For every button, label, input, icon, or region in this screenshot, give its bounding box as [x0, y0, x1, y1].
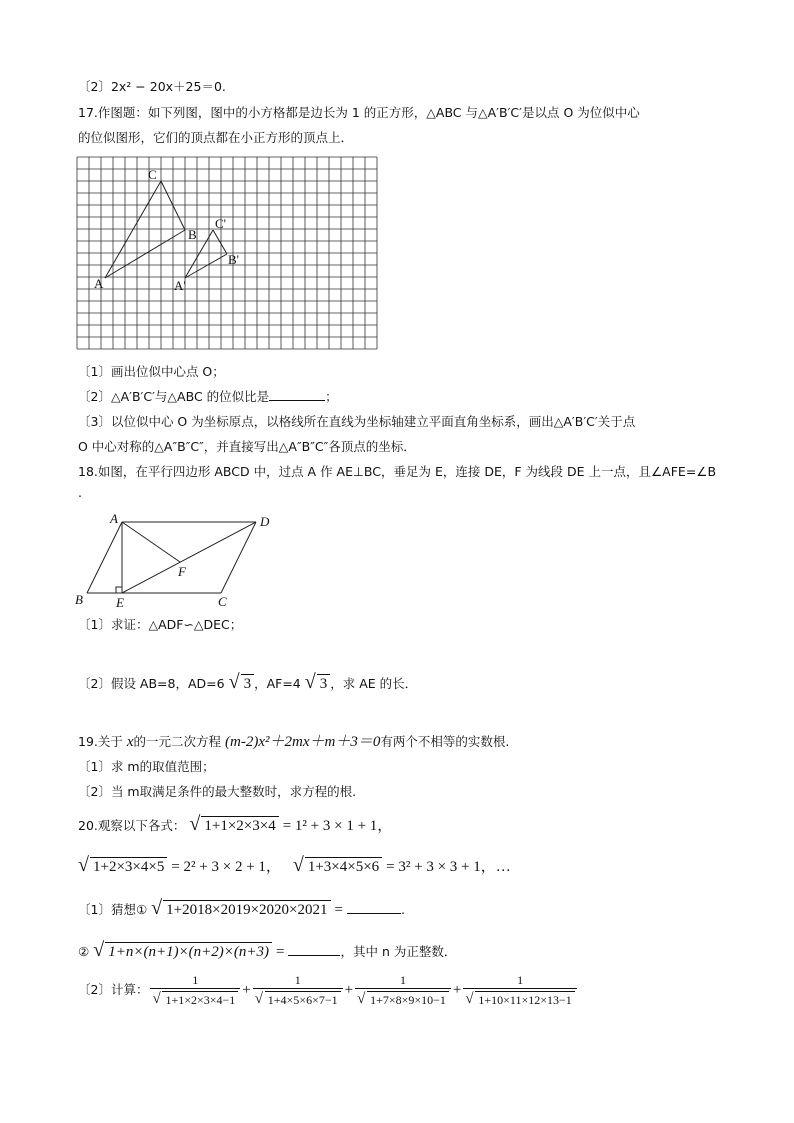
denominator: 1+10×11×12×13−1	[475, 991, 574, 1008]
label-a1: A'	[174, 278, 186, 293]
right-angle-mark	[116, 587, 122, 593]
q17-part3-line2: O 中心对称的△A″B″C″，并直接写出△A″B″C″各顶点的坐标．	[78, 439, 416, 454]
guess-label: ②	[78, 944, 90, 959]
equals: =	[276, 944, 285, 960]
radicand: 3	[241, 674, 255, 693]
denominator: 1+4×5×6×7−1	[265, 991, 341, 1008]
q20-line1	[78, 813, 393, 835]
rhs: = 1² + 3 × 1 + 1，	[282, 818, 393, 834]
plus-sign: +	[242, 982, 251, 998]
fraction-term: 1 √ 1+4×5×6×7−1	[253, 972, 343, 1008]
denominator: 1+7×8×9×10−1	[367, 991, 449, 1008]
sqrt-expression: √ 1+2018×2019×2020×2021	[151, 900, 330, 919]
segment-ac	[105, 181, 161, 278]
q18-part1: 〔1〕求证：△ADF∽△DEC；	[78, 617, 243, 632]
plus-sign: +	[344, 982, 354, 998]
q18-stem-line2: .	[78, 485, 82, 500]
label-c: C	[218, 594, 227, 609]
q17-part1: 〔1〕画出位似中心点 O；	[78, 364, 225, 379]
denominator: 1+1×2×3×4−1	[162, 991, 238, 1008]
segment-ed	[122, 522, 256, 593]
q18-part2-text-c: ，求 AE 的长．	[330, 676, 418, 691]
fraction-term: 1 √ 1+7×8×9×10−1	[355, 972, 451, 1008]
q17-part2-text: 〔2〕△A′B′C′与△ABC 的位似比是	[78, 389, 270, 404]
sqrt-expression: √ 1+1×2×3×4	[189, 816, 278, 835]
fraction-term: 1 √ 1+1×2×3×4−1	[150, 972, 240, 1008]
q20-guess2-suffix: ，其中 n 为正整数．	[340, 944, 457, 959]
q17-stem-line1: 17.作图题：如下列图，图中的小方格都是边长为 1 的正方形，△ABC 与△A′B′C′是以点 O 为位似中心	[78, 105, 640, 120]
label-c: C	[148, 167, 157, 182]
q17-part2-end: ；	[325, 389, 338, 404]
label-c1: C'	[215, 216, 227, 231]
sqrt-expression: √ 3	[229, 674, 255, 693]
q17-part2	[78, 388, 338, 406]
q19-suffix: 有两个不相等的实数根.	[380, 734, 510, 749]
q19-stem	[78, 733, 509, 751]
answer-blank[interactable]	[269, 388, 325, 401]
rhs: = 3² + 3 × 3 + 1，…	[386, 859, 511, 875]
q16-part2: 〔2〕2x² − 20x＋25＝0.	[78, 79, 226, 94]
radicand: 1+1×2×3×4	[201, 816, 278, 835]
numerator: 1	[192, 973, 199, 987]
label-f: F	[178, 564, 186, 579]
variable-x: x	[126, 734, 134, 750]
equals: =	[334, 902, 343, 918]
label-a: A	[110, 511, 118, 526]
q19-middle: 的一元二次方程	[133, 734, 222, 749]
label-a: A	[94, 276, 104, 291]
segment-af	[122, 522, 180, 562]
q19-part1: 〔1〕求 m的取值范围；	[78, 759, 215, 774]
q20-line2	[78, 854, 511, 876]
q20-guess1	[78, 897, 405, 919]
numerator: 1	[400, 973, 406, 987]
label-b1: B'	[228, 252, 240, 267]
answer-blank[interactable]	[288, 943, 340, 956]
q19-part2: 〔2〕当 m取满足条件的最大整数时，求方程的根.	[78, 784, 357, 799]
q18-part2	[78, 671, 418, 693]
label-e: E	[116, 595, 124, 610]
segment-dc	[221, 522, 256, 593]
guess-label: 〔1〕猜想①	[78, 902, 148, 917]
period: .	[400, 902, 405, 917]
q18-parallelogram-figure	[70, 508, 290, 610]
q18-part2-text-a: 〔2〕假设 AB=8，AD=6	[78, 676, 225, 691]
label-b: B	[75, 592, 83, 607]
segment-ba	[87, 522, 122, 593]
radicand: 1+n×(n+1)×(n+2)×(n+3)	[105, 942, 272, 961]
segment-c1b1	[213, 230, 227, 254]
q19-prefix: 19.关于	[78, 734, 123, 749]
q20-prefix: 20.观察以下各式：	[78, 818, 186, 833]
fraction-term: 1 √ 1+10×11×12×13−1	[463, 972, 576, 1008]
radicand: 1+2×3×4×5	[90, 857, 167, 876]
answer-blank[interactable]	[347, 901, 401, 914]
q20-compute	[78, 972, 579, 1008]
numerator: 1	[294, 973, 301, 987]
equation: (m-2)x²＋2mx＋m＋3＝0	[225, 734, 381, 750]
q20-guess2	[78, 939, 457, 961]
radicand: 1+3×4×5×6	[305, 857, 382, 876]
sqrt-expression: √ 3	[305, 674, 331, 693]
sqrt-expression: √ 1+2×3×4×5	[78, 857, 167, 876]
compute-label: 〔2〕计算：	[78, 982, 149, 997]
sqrt-expression: √ 1+n×(n+1)×(n+2)×(n+3)	[93, 942, 272, 961]
q18-stem-line1: 18.如图，在平行四边形 ABCD 中，过点 A 作 AE⊥BC，垂足为 E，连接 DE，F 为线段 DE 上一点，且∠AFE=∠B	[78, 464, 717, 479]
q18-part2-text-b: ，AF=4	[254, 676, 301, 691]
grid-lines	[77, 157, 377, 349]
q17-part3-line1: 〔3〕以位似中心 O 为坐标原点，以格线所在直线为坐标轴建立平面直角坐标系，画出△A′B′C′关于点	[78, 414, 636, 429]
q17-grid-figure	[72, 154, 382, 356]
numerator: 1	[517, 973, 524, 987]
rhs: = 2² + 3 × 2 + 1，	[171, 859, 281, 875]
label-d: D	[260, 514, 270, 529]
plus-sign: +	[452, 982, 462, 998]
radicand: 1+2018×2019×2020×2021	[163, 900, 330, 919]
radicand: 3	[317, 674, 331, 693]
q17-stem-line2: 的位似图形，它们的顶点都在小正方形的顶点上．	[78, 130, 354, 145]
sqrt-expression: √ 1+3×4×5×6	[293, 857, 382, 876]
label-b: B	[188, 227, 197, 242]
